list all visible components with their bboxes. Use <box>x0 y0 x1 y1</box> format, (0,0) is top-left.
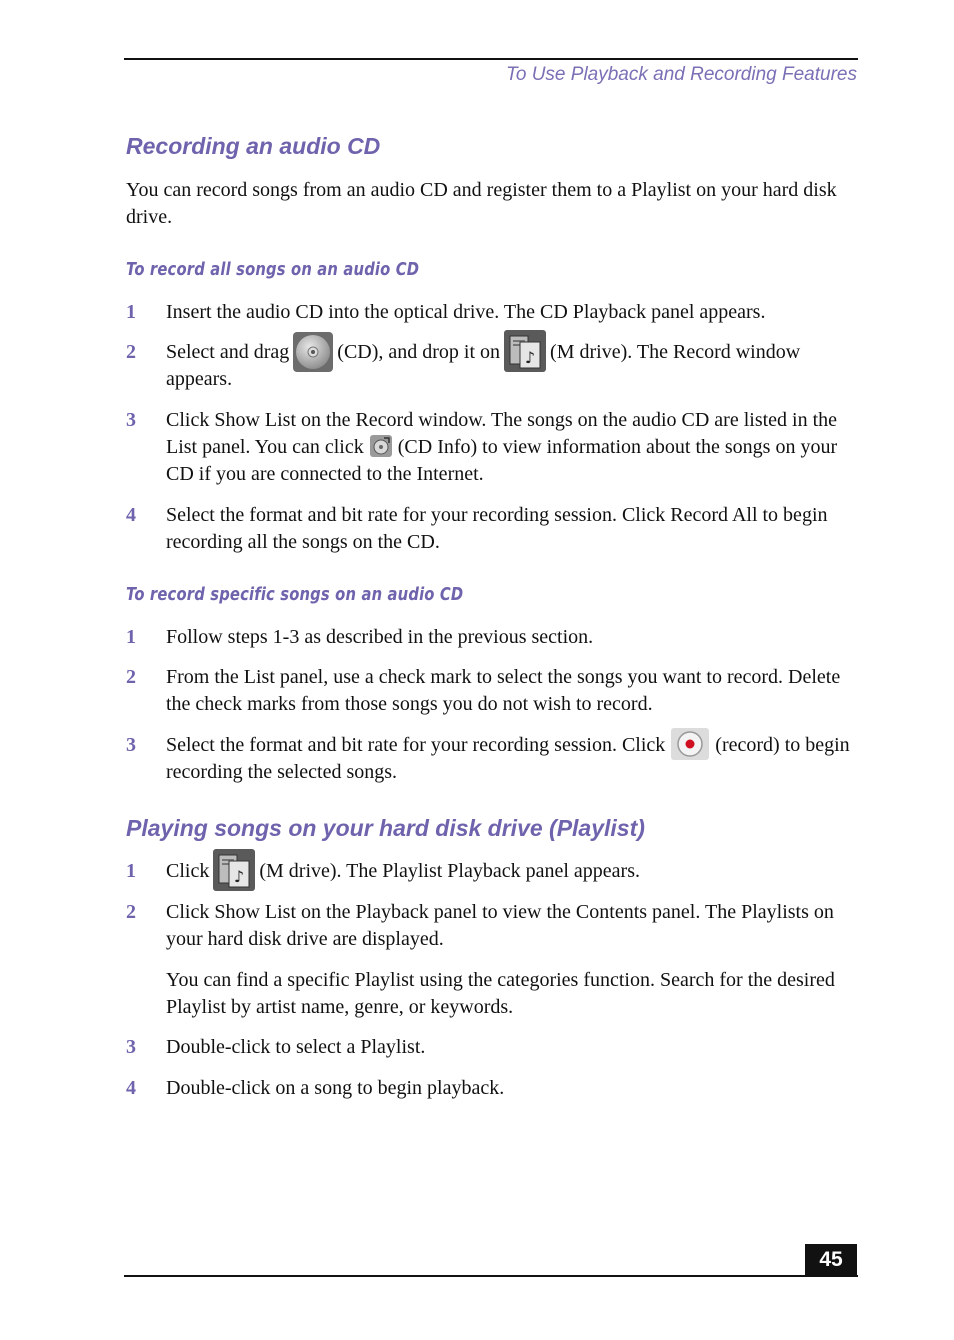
step-text: From the List panel, use a check mark to select the songs you want to record. Delete the check marks from those songs you do not wish to record. <box>166 666 841 715</box>
step-text-part: Select and drag <box>166 341 290 363</box>
step-number: 3 <box>126 734 136 756</box>
m-drive-icon <box>504 330 546 372</box>
step-text: Click Show List on the Playback panel to view the Contents panel. The Playlists on your hard disk drive are displayed. <box>166 901 834 950</box>
record-icon <box>671 728 709 760</box>
step-text-part: Select the format and bit rate for your recording session. Click <box>166 734 666 756</box>
step-text-part: (M drive). The Playlist Playback panel appears. <box>259 860 640 882</box>
step-number: 4 <box>126 504 136 526</box>
step-number: 4 <box>126 1077 136 1099</box>
section-intro: You can record songs from an audio CD and register them to a Playlist on your hard disk drive. <box>126 179 837 228</box>
step-text <box>166 407 856 488</box>
step-number: 3 <box>126 409 136 431</box>
page-number: 45 <box>805 1244 857 1276</box>
header-rule <box>124 58 858 60</box>
section-title-playlist: Playing songs on your hard disk drive (Playlist) <box>126 815 645 841</box>
step-number: 2 <box>126 341 136 363</box>
step-text: Double-click on a song to begin playback. <box>166 1077 505 1099</box>
svg-text:♪: ♪ <box>524 348 536 368</box>
cd-icon <box>293 332 333 372</box>
step-text-part: (record) to begin recording the selected songs. <box>166 734 850 783</box>
step-number: 2 <box>126 666 136 688</box>
cd-info-icon <box>370 435 392 457</box>
subsection-title-record-all: To record all songs on an audio CD <box>126 259 420 280</box>
step-text: Select the format and bit rate for your recording session. Click Record All to begin recording all the songs on the CD. <box>166 504 828 553</box>
step-text: Double-click to select a Playlist. <box>166 1036 426 1058</box>
step-text-part: Click Show List on the Record window. The songs on the audio CD are listed in the List panel. You can click <box>166 409 838 458</box>
step-number: 2 <box>126 901 136 923</box>
m-drive-icon <box>213 849 255 891</box>
playlist-note: You can find a specific Playlist using the categories function. Search for the desired Playlist by artist name, genre, or keywords. <box>166 969 835 1018</box>
step-text <box>166 858 856 885</box>
footer-rule <box>124 1275 858 1277</box>
step-text: Insert the audio CD into the optical drive. The CD Playback panel appears. <box>166 301 766 323</box>
step-text-part: Click <box>166 860 210 882</box>
step-text-part: (CD Info) to view information about the songs on your CD if you are connected to the Internet. <box>166 436 838 485</box>
subsection-title-record-specific: To record specific songs on an audio CD <box>126 584 464 605</box>
step-text <box>166 732 856 786</box>
step-number: 1 <box>126 860 136 882</box>
step-number: 1 <box>126 626 136 648</box>
step-number: 3 <box>126 1036 136 1058</box>
step-number: 1 <box>126 301 136 323</box>
step-text: Follow steps 1-3 as described in the previous section. <box>166 626 594 648</box>
step-text-part: (CD), and drop it on <box>337 341 501 363</box>
svg-text:♪: ♪ <box>234 867 245 887</box>
step-text <box>166 339 856 393</box>
section-title-recording: Recording an audio CD <box>126 133 381 159</box>
running-header: To Use Playback and Recording Features <box>506 64 857 85</box>
step-text-part: (M drive). The Record window appears. <box>166 341 801 390</box>
